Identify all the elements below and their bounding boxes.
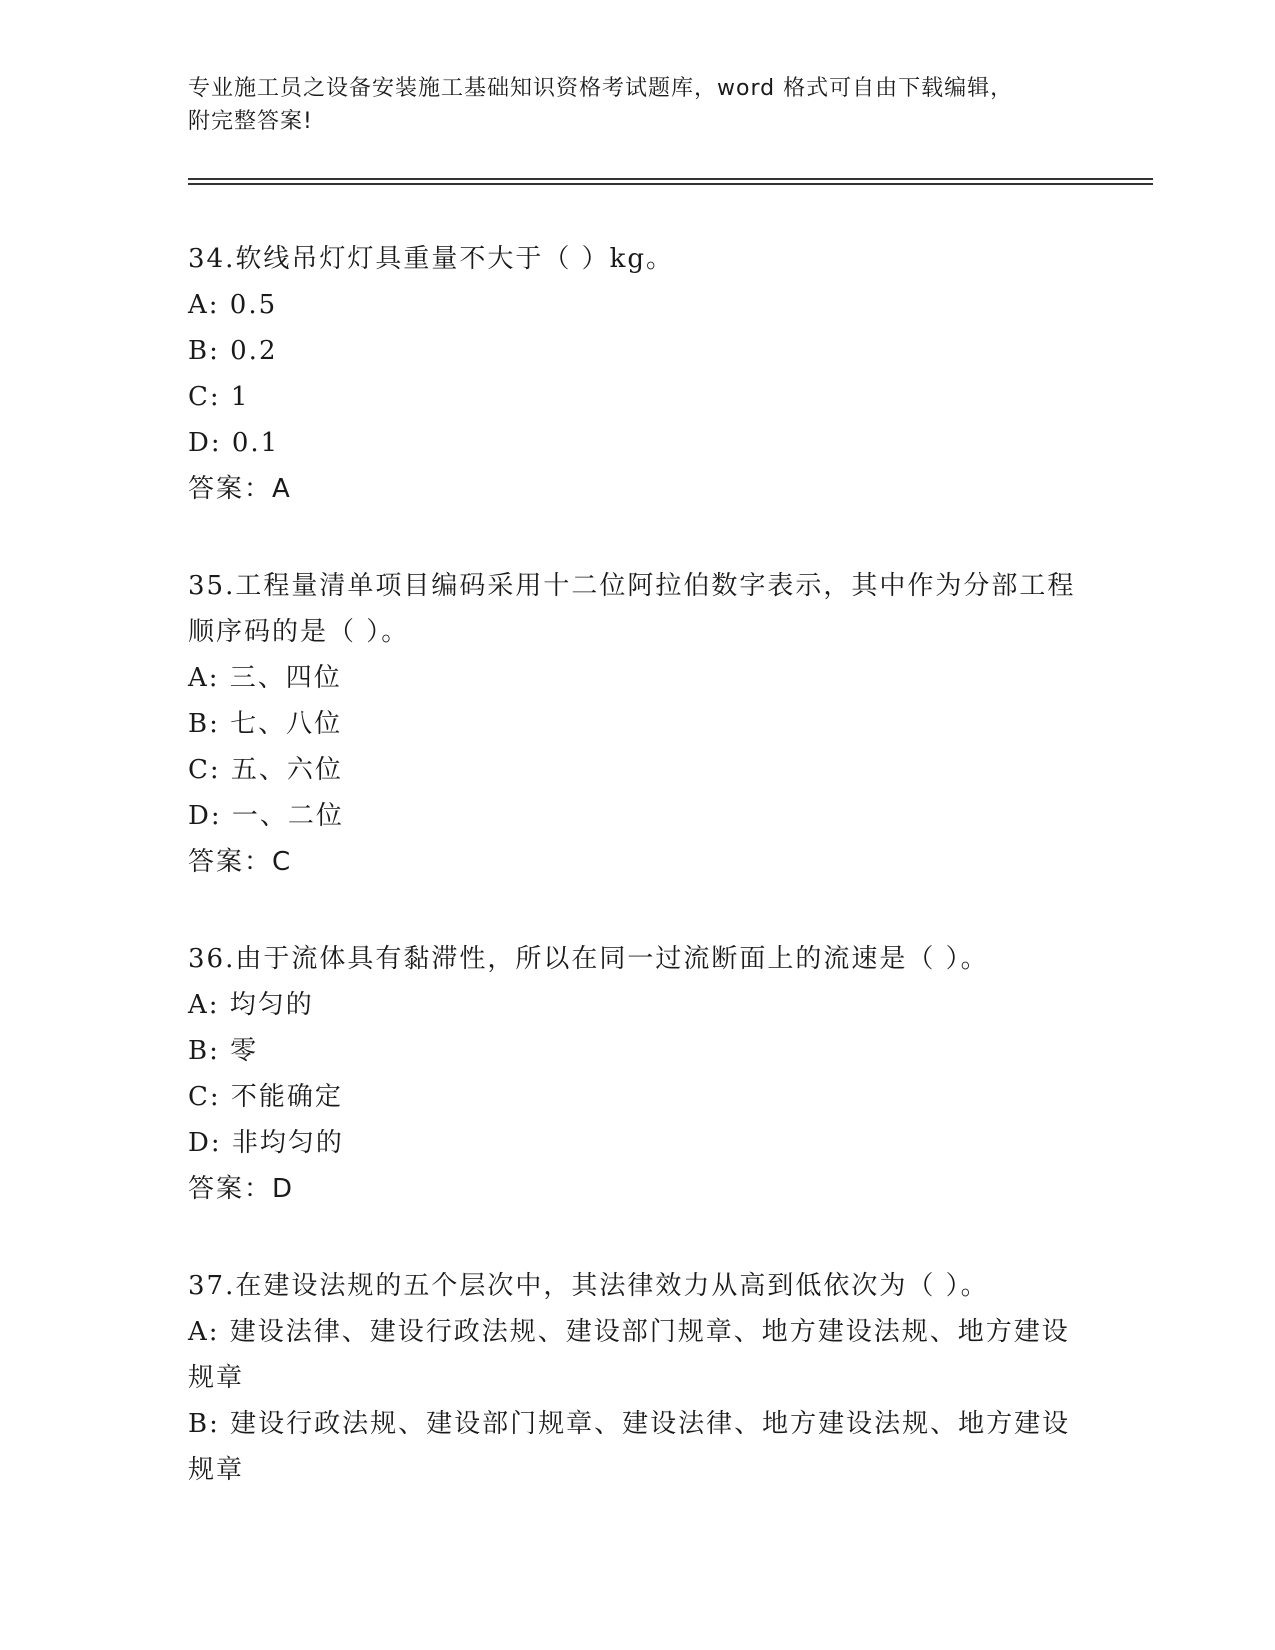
option-c: C: 1: [188, 382, 250, 412]
header-line-2: 附完整答案!: [188, 109, 313, 134]
question-stem: 35.工程量清单项目编码采用十二位阿拉伯数字表示，其中作为分部工程顺序码的是（ ）。: [188, 571, 1076, 647]
option-d: D: 0.1: [188, 428, 280, 458]
answer: 答案：C: [188, 847, 293, 877]
header-line-1: 专业施工员之设备安装施工基础知识资格考试题库，word 格式可自由下载编辑，: [188, 76, 1014, 101]
question-stem: 37.在建设法规的五个层次中，其法律效力从高到低依次为（ ）。: [188, 1271, 989, 1301]
option-d: D: 一、二位: [188, 801, 344, 831]
header-divider-bottom: [188, 183, 1153, 185]
question-stem: 36.由于流体具有黏滞性，所以在同一过流断面上的流速是（ ）。: [188, 944, 989, 974]
option-d: D: 非均匀的: [188, 1128, 344, 1158]
header-divider-top: [188, 178, 1153, 180]
option-a: A: 建设法律、建设行政法规、建设部门规章、地方建设法规、地方建设规章: [188, 1317, 1070, 1393]
option-c: C: 不能确定: [188, 1082, 343, 1112]
question-stem: 34.软线吊灯灯具重量不大于（ ）kg。: [188, 244, 675, 274]
option-c: C: 五、六位: [188, 755, 343, 785]
answer: 答案：D: [188, 1174, 295, 1204]
option-b: B: 0.2: [188, 336, 278, 366]
answer: 答案：A: [188, 474, 292, 504]
question-list: [188, 236, 1088, 1544]
option-b: B: 七、八位: [188, 709, 343, 739]
option-a: A: 三、四位: [188, 663, 342, 693]
option-a: A: 均匀的: [188, 990, 314, 1020]
option-b: B: 建设行政法规、建设部门规章、建设法律、地方建设法规、地方建设规章: [188, 1409, 1071, 1485]
option-b: B: 零: [188, 1036, 259, 1066]
question-36: [188, 936, 1088, 1212]
document-header: [188, 72, 1088, 138]
question-37: [188, 1263, 1088, 1493]
option-a: A: 0.5: [188, 290, 278, 320]
question-34: [188, 236, 1088, 512]
question-35: [188, 563, 1088, 885]
